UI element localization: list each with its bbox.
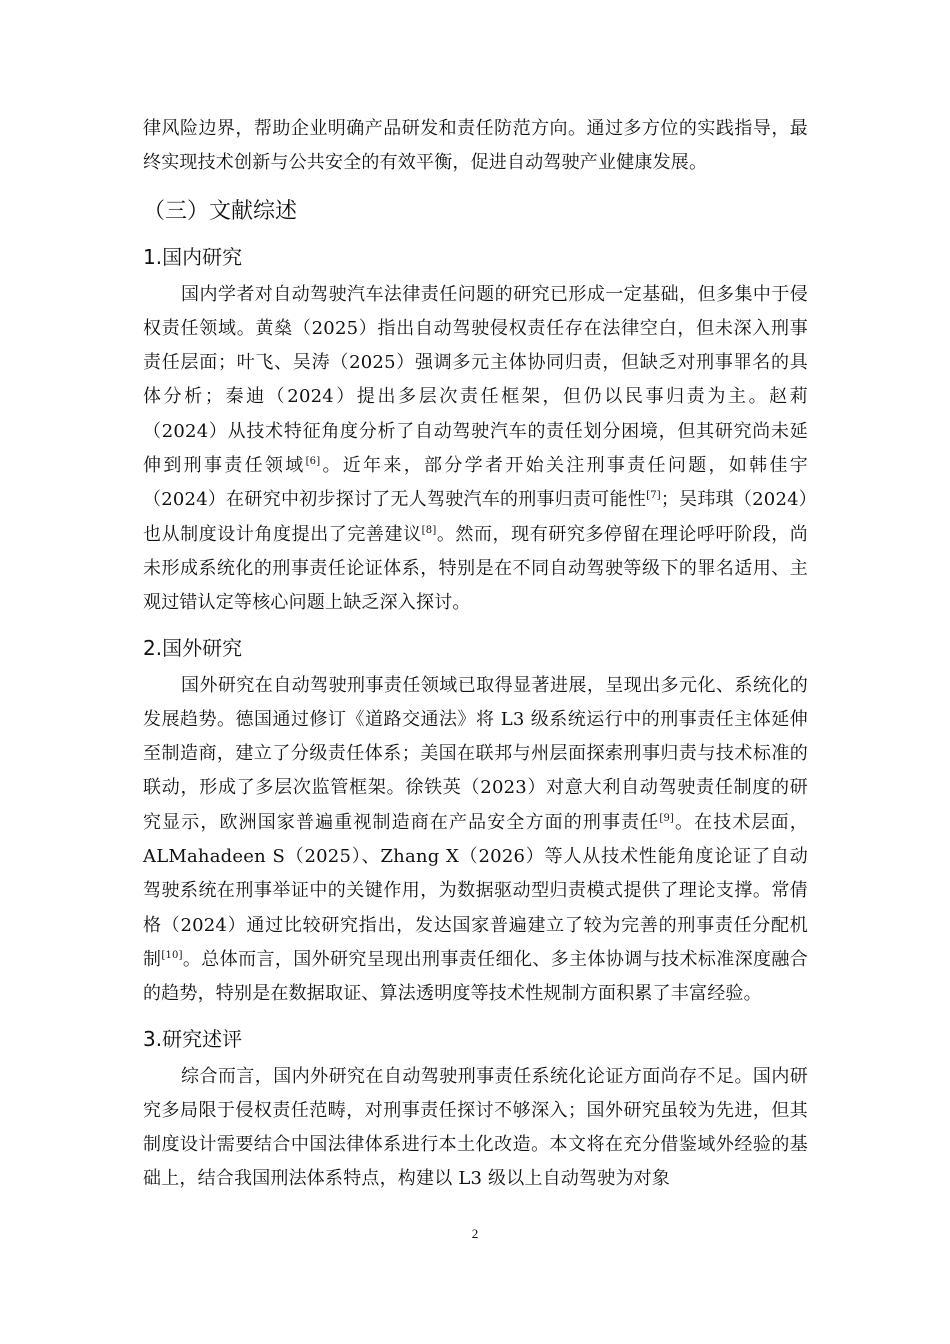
citation-10: [10] [161,949,183,961]
foreign-text-2: 。在技术层面，ALMahadeen S（2025）、Zhang X（2026）等人从技术性能角度论证了自动驾驶系统在刑事举证中的关键作用，为数据驱动型归责模式提供了理论支撑。常倩格（2024）通过比较研究指出，发达国家普遍建立了较为完善的刑事责任分配机制 [143,811,808,970]
domestic-text-3: ；吴玮琪（2024）也从制度设计角度提出了完善建议 [143,489,809,545]
citation-9: [9] [659,812,675,824]
continued-paragraph: 律风险边界，帮助企业明确产品研发和责任防范方向。通过多方位的实践指导，最终实现技术创新与公共安全的有效平衡，促进自动驾驶产业健康发展。 [143,118,808,174]
domestic-text-1: 国内学者对自动驾驶汽车法律责任问题的研究已形成一定基础，但多集中于侵权责任领域。黄燊（2025）指出自动驾驶侵权责任存在法律空白，但未深入刑事责任层面；叶飞、吴涛（2025）强调多元主体协同归责，但缺乏对刑事罪名的具体分析；秦迪（2024）提出多层次责任框架，但仍以民事归责为主。赵莉（2024）从技术特征角度分析了自动驾驶汽车的责任划分困境，但其研究尚未延伸到刑事责任领域 [143,283,808,477]
foreign-research-heading: 2.国外研究 [143,635,243,660]
section-heading: （三）文献综述 [143,198,298,224]
page-number: 2 [471,1226,479,1241]
domestic-text-2: 。近年来，部分学者开始关注刑事责任问题，如韩佳宇（2024）在研究中初步探讨了无人驾驶汽车的刑事归责可能性 [143,455,808,511]
citation-8: [8] [421,524,437,536]
domestic-research-heading: 1.国内研究 [143,244,243,269]
domestic-text-4: 。然而，现有研究多停留在理论呼吁阶段，尚未形成系统化的刑事责任论证体系，特别是在不同自动驾驶等级下的罪名适用、主观过错认定等核心问题上缺乏深入探讨。 [143,523,808,614]
foreign-text-1: 国外研究在自动驾驶刑事责任领域已取得显著进展，呈现出多元化、系统化的发展趋势。德国通过修订《道路交通法》将 L3 级系统运行中的刑事责任主体延伸至制造商，建立了分级责任体系；美国在联邦与州层面探索刑事归责与技术标准的联动，形成了多层次监管框架。徐铁英（2023）对意大利自动驾驶责任制度的研究显示，欧洲国家普遍重视制造商在产品安全方面的刑事责任 [143,674,808,833]
domestic-research-paragraph [143,278,808,621]
citation-6: [6] [305,456,321,468]
research-review-paragraph: 综合而言，国内外研究在自动驾驶刑事责任系统化论证方面尚存不足。国内研究多局限于侵权责任范畴，对刑事责任探讨不够深入；国外研究虽较为先进，但其制度设计需要结合中国法律体系进行本土化改造。本文将在充分借鉴域外经验的基础上，结合我国刑法体系特点，构建以 L3 级以上自动驾驶为对象 [143,1065,808,1190]
foreign-research-paragraph [143,669,808,1012]
citation-7: [7] [646,490,661,502]
page-content [143,112,808,1197]
foreign-text-3: 。总体而言，国外研究呈现出刑事责任细化、多主体协调与技术标准深度融合的趋势，特别是在数据取证、算法透明度等技术性规制方面积累了丰富经验。 [143,948,808,1005]
research-review-heading: 3.研究述评 [143,1026,243,1051]
